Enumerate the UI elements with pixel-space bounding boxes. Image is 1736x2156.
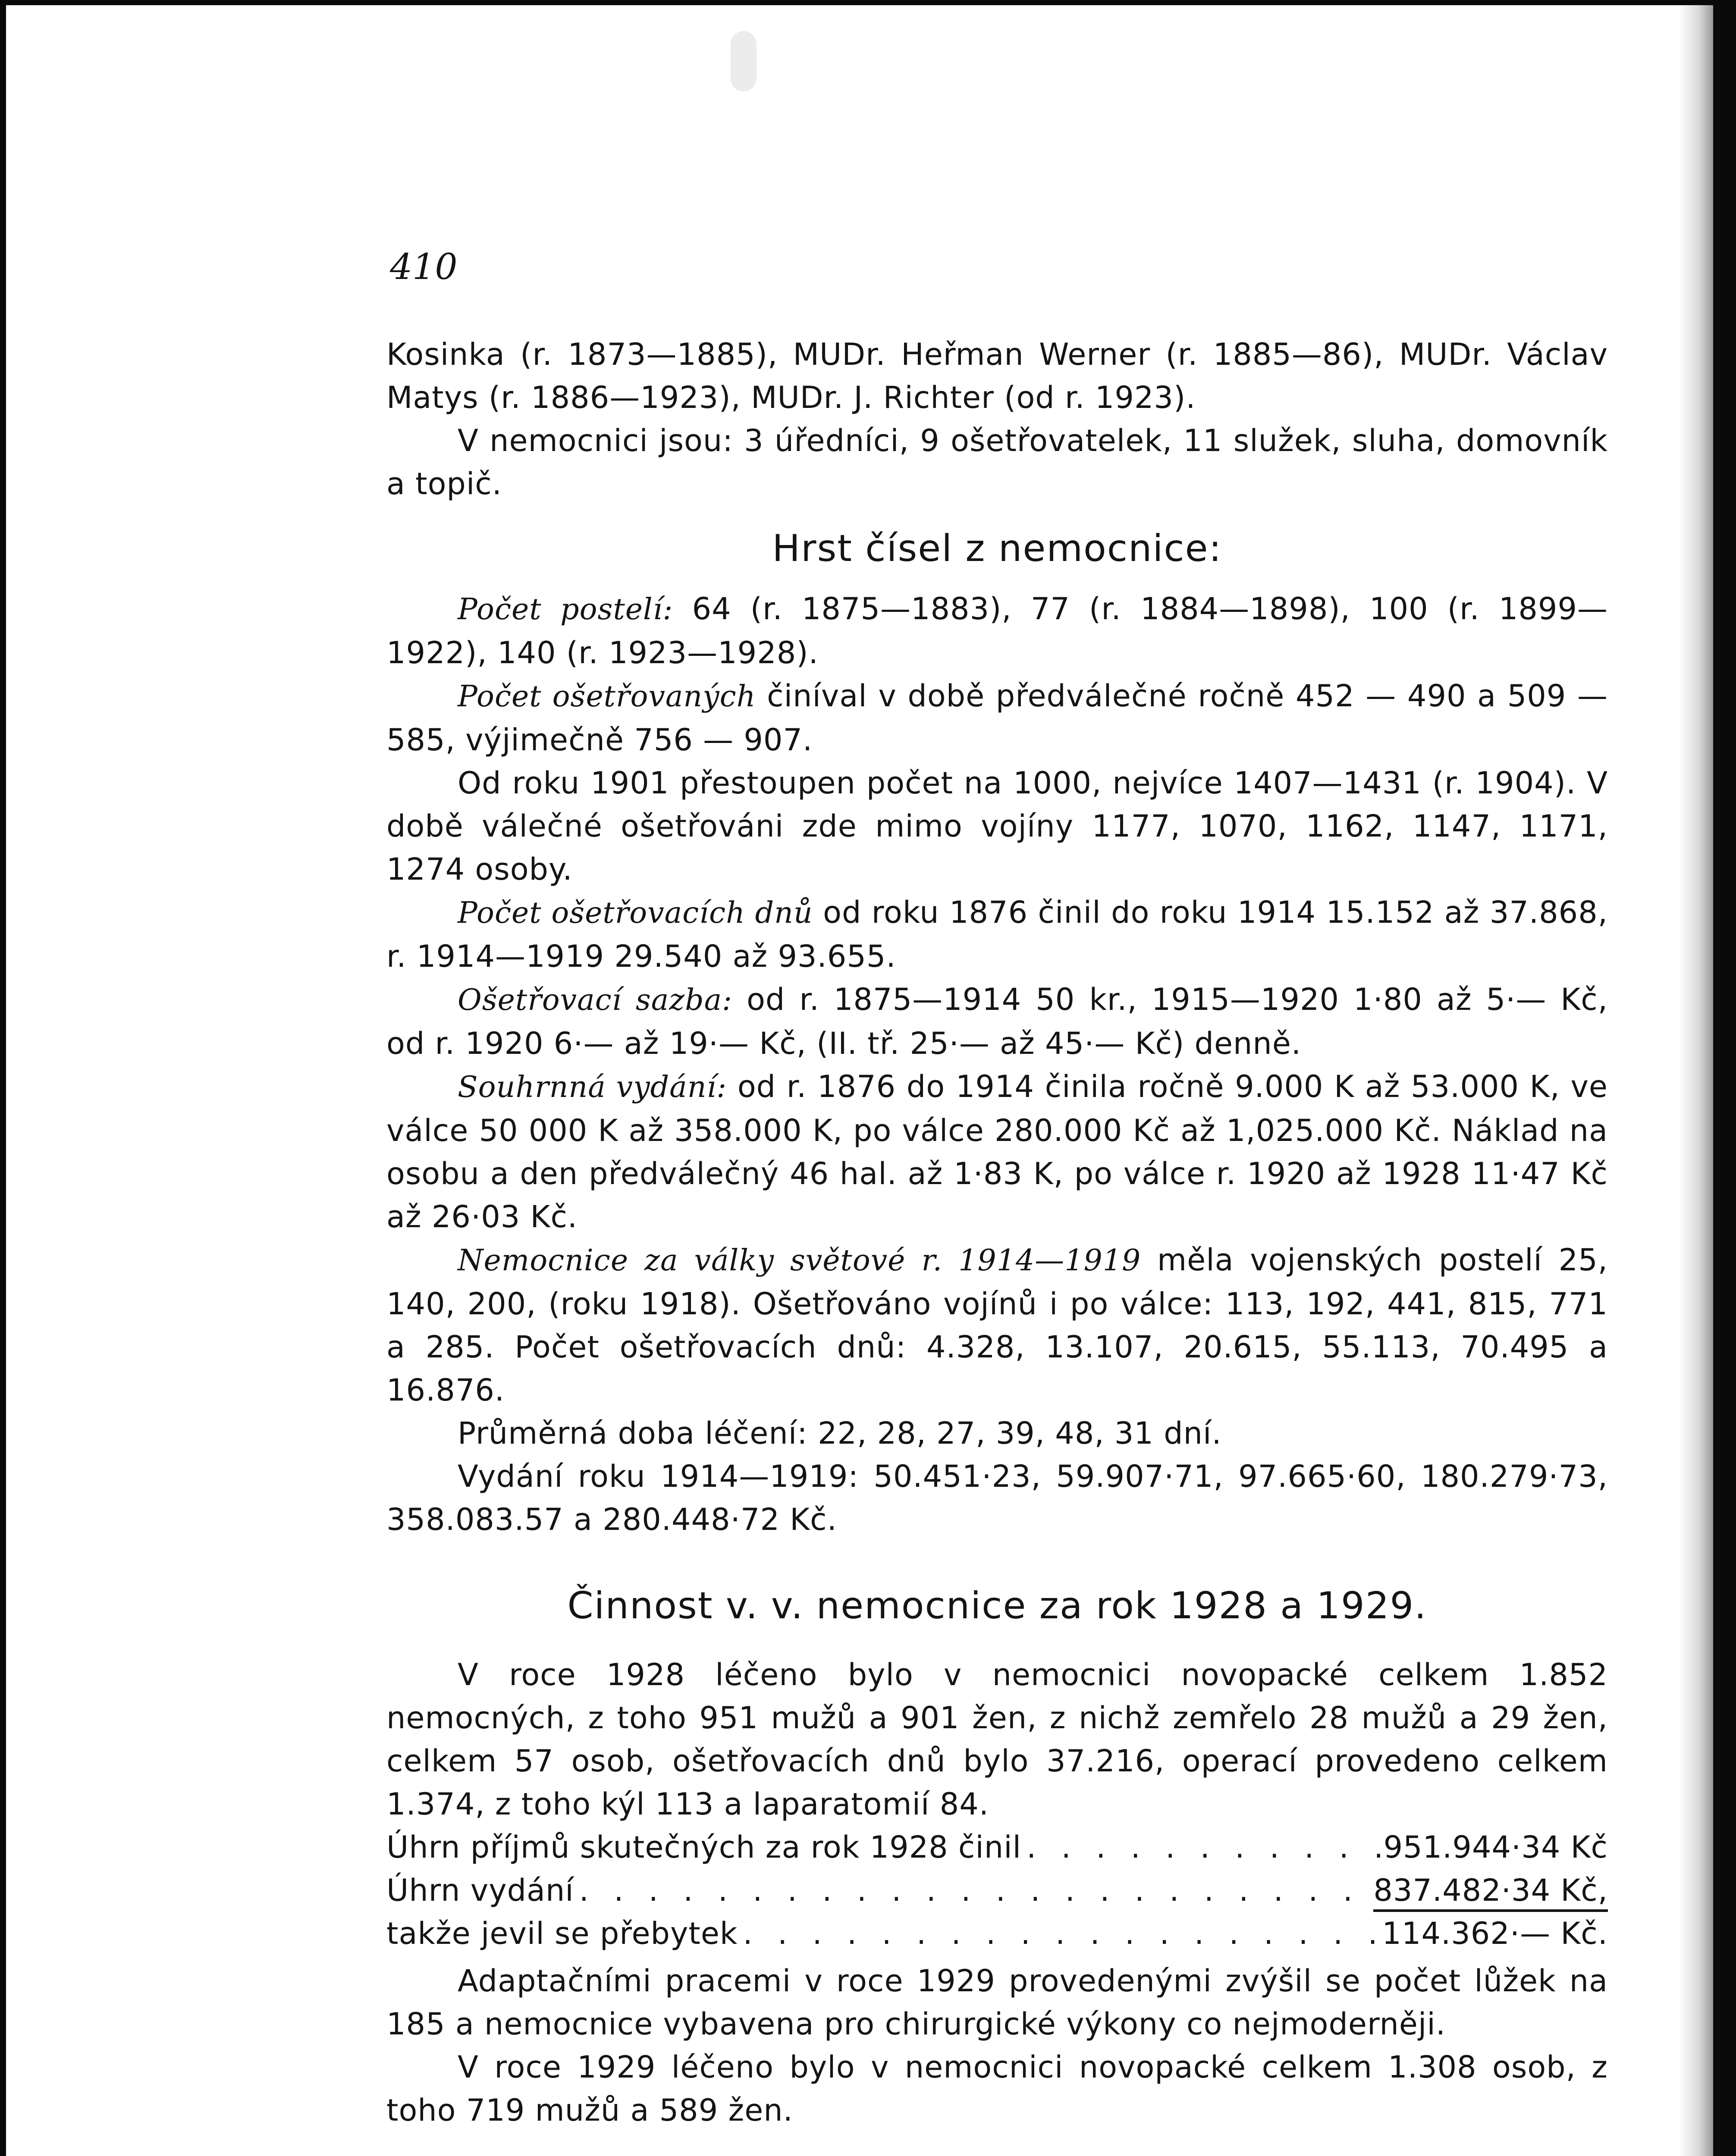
ledger-value: 951.944·34 Kč [1383, 1830, 1608, 1865]
ledger-row-income [386, 1826, 1608, 1869]
stat-text: od r. 1876 do 1914 činila ročně 9.000 K až 53.000 K, ve válce 50 000 K až 358.000 K, po válce 280.000 Kč až 1,025.000 Kč. Náklad na osobu a den předválečný 46 hal. až 1·83 K, po válce r. 1920 až 1928 11·47 Kč až 26·03 Kč. [386, 1069, 1608, 1235]
stat-text: Průměrná doba léčení: 22, 28, 27, 39, 48, 31 dní. [458, 1416, 1222, 1451]
stat-text: činíval v době předválečné ročně 452 — 490 a 509 — 585, výjimečně 756 — 907. [386, 678, 1608, 758]
stat-text: Vydání roku 1914—1919: 50.451·23, 59.907·71, 97.665·60, 180.279·73, 358.083.57 a 280.448·72 Kč. [386, 1459, 1608, 1537]
stat-text: Od roku 1901 přestoupen počet na 1000, nejvíce 1407—1431 (r. 1904). V době válečné ošetřováni zde mimo vojíny 1177, 1070, 1162, 1147, 1171, 1274 osoby. [386, 765, 1608, 887]
stat-lead: Ošetřovací sazba: [458, 983, 733, 1017]
ledger-leader-dots [738, 1912, 1382, 1955]
scanned-page [6, 5, 1713, 2156]
section-heading-hrst: Hrst čísel z nemocnice: [772, 527, 1222, 570]
ledger-value: 837.482·34 Kč, [1373, 1871, 1608, 1912]
page-number: 410 [390, 247, 458, 288]
stat-text: 64 (r. 1875—1883), 77 (r. 1884—1898), 100 (r. 1899—1922), 140 (r. 1923—1928). [386, 591, 1608, 671]
report-paragraph-1: V roce 1928 léčeno bylo v nemocnici novopacké celkem 1.852 nemocných, z toho 951 mužů a 901 žen, z nichž zemřelo 28 mužů a 29 žen, celkem 57 osob, ošetřovacích dnů bylo 37.216, operací provedeno celkem 1.374, z toho kýl 113 a laparatomií 84. [386, 1657, 1608, 1822]
stat-paragraph [386, 1412, 1608, 1455]
page-edge-shadow [1679, 5, 1713, 2156]
scan-smudge [731, 31, 757, 91]
ledger-row-surplus [386, 1912, 1608, 1955]
stat-paragraph [386, 1238, 1608, 1412]
ledger-label: Úhrn vydání [386, 1873, 574, 1908]
stat-paragraph [386, 674, 1608, 761]
stat-paragraph [386, 1065, 1608, 1238]
ledger-label: takže jevil se přebytek [386, 1916, 738, 1951]
stat-lead: Nemocnice za války světové r. 1914—1919 [458, 1244, 1141, 1278]
ledger-value: 114.362·— Kč. [1382, 1916, 1608, 1951]
report-paragraph-2: Adaptačními pracemi v roce 1929 provedenými zvýšil se počet lůžek na 185 a nemocnice vybavena pro chirurgické výkony co nejmoderněji. [386, 1963, 1608, 2042]
stat-lead: Počet ošetřovaných [458, 680, 756, 714]
stat-paragraph [386, 978, 1608, 1065]
stat-paragraph [386, 587, 1608, 674]
intro-paragraph-1: Kosinka (r. 1873—1885), MUDr. Heřman Werner (r. 1885—86), MUDr. Václav Matys (r. 1886—1923), MUDr. J. Richter (od r. 1923). [386, 337, 1608, 415]
stat-lead: Souhrnná vydání: [458, 1070, 727, 1104]
page-body [386, 333, 1608, 2132]
stat-text: od r. 1875—1914 50 kr., 1915—1920 1·80 až 5·— Kč, od r. 1920 6·— až 19·— Kč, (II. tř. 25·— až 45·— Kč) denně. [386, 982, 1608, 1061]
stat-lead: Počet ošetřovacích dnů [458, 896, 813, 930]
report-paragraph-3: V roce 1929 léčeno bylo v nemocnici novopacké celkem 1.308 osob, z toho 719 mužů a 589 žen. [386, 2049, 1608, 2128]
stat-text: měla vojenských postelí 25, 140, 200, (roku 1918). Ošetřováno vojínů i po válce: 113, 192, 441, 815, 771 a 285. Počet ošetřovacích dnů: 4.328, 13.107, 20.615, 55.113, 70.495 a 16.876. [386, 1242, 1608, 1408]
ledger-leader-dots [1021, 1826, 1383, 1869]
ledger-row-expenses [386, 1869, 1608, 1912]
ledger-label: Úhrn příjmů skutečných za rok 1928 činil [386, 1830, 1022, 1865]
section-heading-cinnost: Činnost v. v. nemocnice za rok 1928 a 1929. [567, 1584, 1427, 1627]
stat-paragraph [386, 891, 1608, 978]
stat-paragraph [386, 761, 1608, 891]
stat-lead: Počet postelí: [458, 592, 673, 627]
intro-paragraph-2: V nemocnici jsou: 3 úředníci, 9 ošetřovatelek, 11 služek, sluha, domovník a topič. [386, 423, 1608, 501]
stat-paragraph [386, 1455, 1608, 1541]
stat-text: od roku 1876 činil do roku 1914 15.152 až 37.868, r. 1914—1919 29.540 až 93.655. [386, 895, 1608, 974]
ledger-leader-dots [574, 1869, 1374, 1912]
